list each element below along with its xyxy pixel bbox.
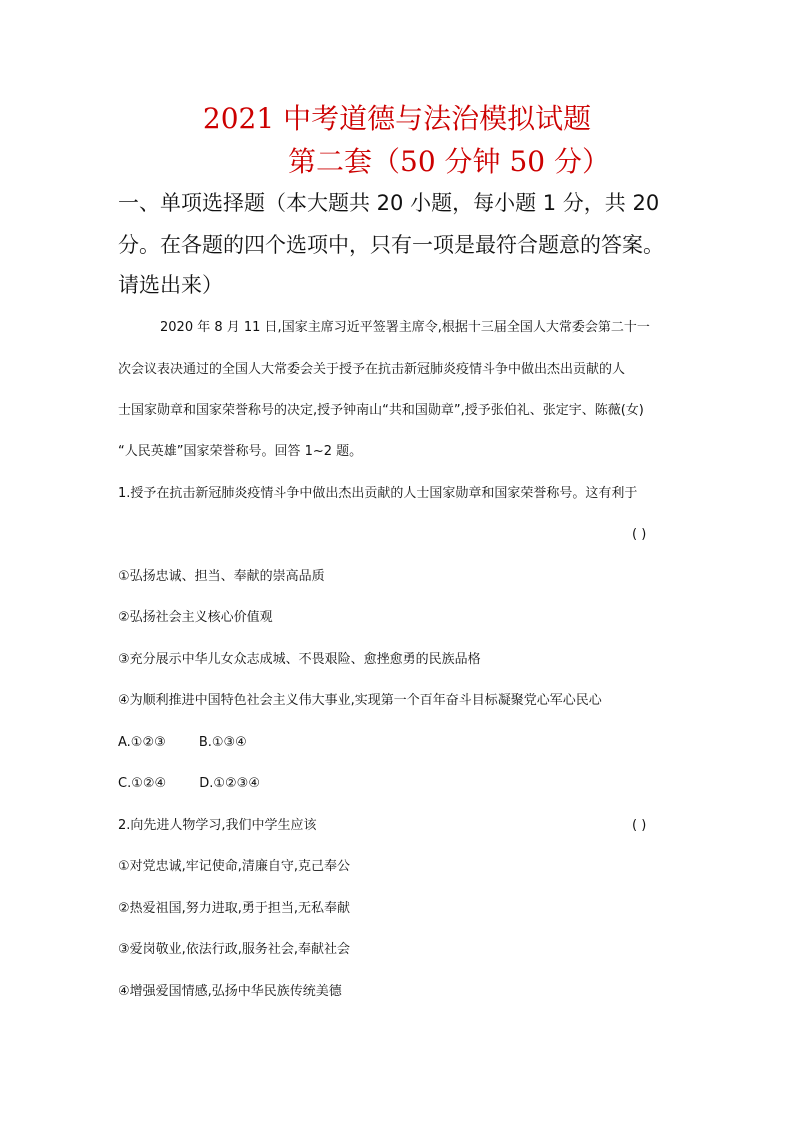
section-heading-line-2: 分。在各题的四个选项中，只有一项是最符合题意的答案。	[118, 233, 664, 257]
question-2-item-2: ②热爱祖国,努力进取,勇于担当,无私奉献	[118, 901, 351, 916]
question-2-stem: 2.向先进人物学习,我们中学生应该	[118, 818, 317, 833]
section-heading-line-1: 一、单项选择题（本大题共 20 小题，每小题 1 分，共 20	[118, 191, 660, 215]
question-2-answer-blank: ( )	[632, 818, 647, 833]
passage-line-2: 次会议表决通过的全国人大常委会关于授予在抗击新冠肺炎疫情斗争中做出杰出贡献的人	[118, 362, 626, 377]
question-1-item-4: ④为顺利推进中国特色社会主义伟大事业,实现第一个百年奋斗目标凝聚党心军心民心	[118, 693, 602, 708]
question-2-item-1: ①对党忠诚,牢记使命,清廉自守,克己奉公	[118, 859, 351, 874]
passage-line-1: 2020 年 8 月 11 日,国家主席习近平签署主席令,根据十三届全国人大常委会第二十一	[160, 320, 650, 335]
question-1-options-row-1: A.①②③ B.①③④	[118, 735, 247, 750]
question-1-answer-blank: ( )	[632, 527, 647, 542]
exam-title: 2021 中考道德与法治模拟试题	[202, 102, 592, 135]
question-1-options-row-2: C.①②④ D.①②③④	[118, 776, 260, 791]
question-1-stem: 1.授予在抗击新冠肺炎疫情斗争中做出杰出贡献的人士国家勋章和国家荣誉称号。这有利于	[118, 486, 638, 501]
question-1-item-2: ②弘扬社会主义核心价值观	[118, 610, 273, 625]
question-1-item-1: ①弘扬忠诚、担当、奉献的崇高品质	[118, 569, 325, 584]
section-heading-line-3: 请选出来）	[118, 273, 223, 297]
exam-subtitle: 第二套（50 分钟 50 分）	[288, 145, 610, 178]
question-1-item-3: ③充分展示中华儿女众志成城、不畏艰险、愈挫愈勇的民族品格	[118, 652, 481, 667]
passage-line-4: “人民英雄”国家荣誉称号。回答 1~2 题。	[118, 444, 363, 459]
question-2-item-3: ③爱岗敬业,依法行政,服务社会,奉献社会	[118, 942, 351, 957]
passage-line-3: 士国家勋章和国家荣誉称号的决定,授予钟南山“共和国勋章”,授予张伯礼、张定宇、陈薇(女)	[118, 403, 644, 418]
question-2-item-4: ④增强爱国情感,弘扬中华民族传统美德	[118, 984, 342, 999]
